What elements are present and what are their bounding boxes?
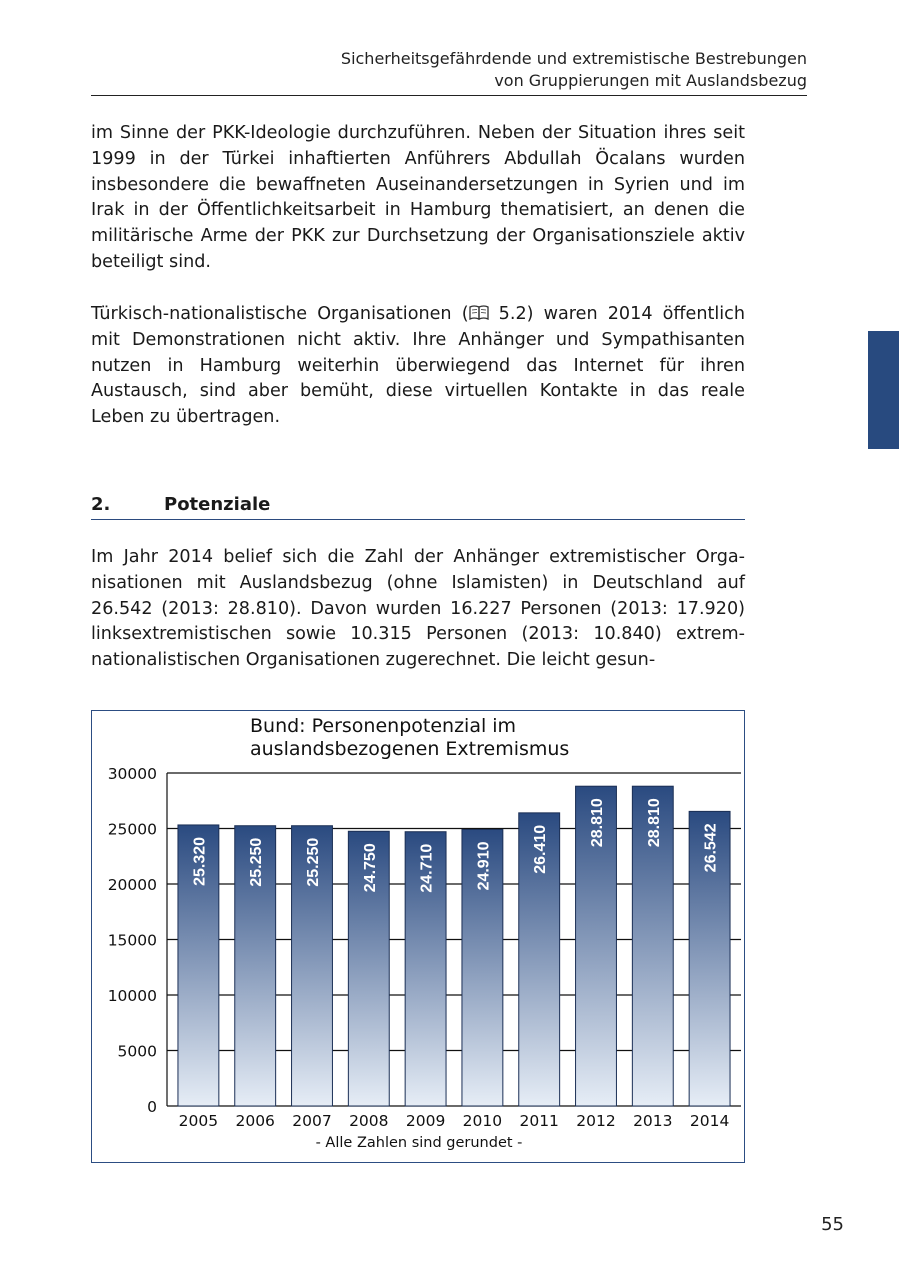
chart-title-line-1: Bund: Personenpotenzial im (250, 715, 517, 737)
chart-title-line-2: auslandsbezogenen Extremismus (250, 738, 570, 760)
paragraph-2 (91, 302, 745, 431)
running-header-line-1: Sicherheitsgefährdende und extremistische Bestrebungen (340, 49, 807, 68)
y-tick-label: 5000 (117, 1042, 157, 1061)
running-header-line-2: von Gruppierungen mit Auslandsbezug (494, 71, 807, 90)
bar-value-label: 24.710 (418, 843, 436, 893)
x-tick-label: 2008 (349, 1112, 389, 1130)
y-tick-label: 15000 (107, 931, 157, 950)
x-tick-label: 2006 (235, 1112, 275, 1130)
bar-value-label: 25.250 (248, 837, 266, 887)
bar-value-label: 26.410 (532, 824, 550, 874)
section-heading (91, 493, 745, 520)
x-tick-label: 2012 (576, 1112, 616, 1130)
y-tick-label: 20000 (107, 876, 157, 894)
x-tick-label: 2010 (462, 1112, 503, 1130)
section-number: 2. (91, 494, 111, 515)
bar-value-label: 25.250 (305, 837, 322, 887)
bar-value-label: 26.542 (702, 823, 720, 873)
bar-value-label: 24.910 (475, 841, 493, 891)
bar-value-label: 24.750 (361, 843, 379, 893)
x-tick-label: 2011 (519, 1112, 559, 1130)
y-tick-label: 30000 (107, 765, 157, 783)
bar-chart-figure (91, 710, 745, 1163)
x-tick-label: 2013 (633, 1112, 673, 1130)
x-tick-label: 2005 (178, 1112, 219, 1130)
paragraph-2-text-end: ) waren 2014 öffentlich mit Demonstrationen nicht aktiv. Ihre Anhänger und Sympathisanten nutzen in Hamburg weiterhin überwiegend das Internet für ihren Austausch, sind aber bemüht, diese virtuellen Kontakte in das reale Leben zu übertragen. (91, 304, 745, 428)
x-tick-label: 2009 (405, 1112, 446, 1130)
bar-value-label: 25.320 (191, 836, 209, 886)
section-title: Potenziale (164, 494, 271, 515)
x-tick-label: 2014 (689, 1112, 730, 1130)
bar-value-label: 28.810 (645, 798, 663, 848)
paragraph-2-text-start: Türkisch-nationalistische Organisationen ( (91, 304, 469, 324)
chart-footnote: - Alle Zahlen sind gerundet - (315, 1135, 523, 1151)
cross-reference-link[interactable]: 5.2 (488, 304, 527, 324)
chart-plot (92, 711, 746, 1164)
running-header (91, 48, 807, 96)
book-reference-icon (469, 305, 489, 320)
y-tick-label: 10000 (107, 987, 157, 1005)
y-tick-label: 0 (147, 1098, 157, 1116)
bar-value-label: 28.810 (589, 798, 606, 848)
y-tick-label: 25000 (107, 820, 157, 839)
paragraph-3: Im Jahr 2014 belief sich die Zahl der Anhänger extremistischer Organisationen mit Auslandsbezug (ohne Islamisten) in Deutschland auf 26.542 (2013: 28.810). Davon wurden 16.227 Personen (2013: 17.920) linksextremistischen sowie 10.315 Personen (2013: 10.840) extrem-nationalistischen Organisationen zugerechnet. Die leicht gesun- (91, 547, 745, 671)
chapter-tab-marker (868, 331, 899, 449)
page-number: 55 (821, 1214, 844, 1235)
paragraph-1: im Sinne der PKK-Ideologie durchzuführen. Neben der Situation ihres seit 1999 in der Türkei inhaftierten Anführers Abdullah Öcalans wurden insbesondere die bewaffneten Auseinandersetzungen in Syrien und im Irak in der Öffentlichkeitsarbeit in Hamburg thematisiert, an denen die militärische Arme der PKK zur Durchsetzung der Organisationsziele aktiv beteiligt sind. (91, 123, 745, 272)
x-tick-label: 2007 (292, 1112, 332, 1130)
